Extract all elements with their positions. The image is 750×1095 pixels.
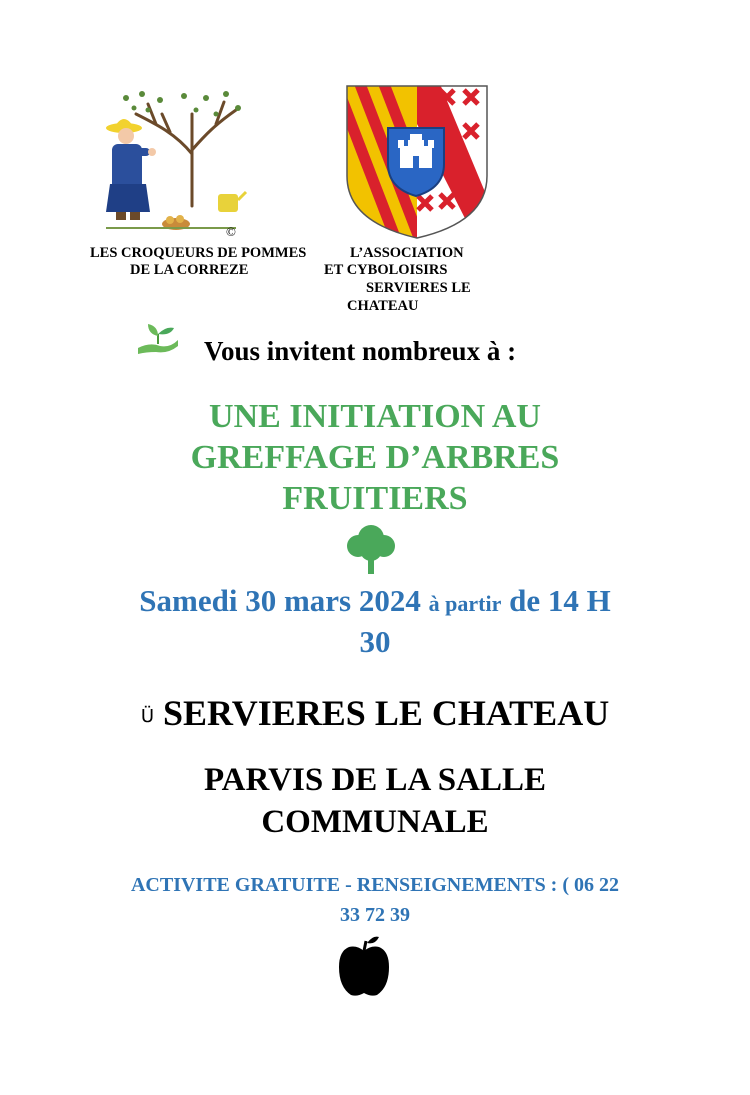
croqueurs-logo	[96, 84, 248, 240]
date-from-text: à partir	[428, 591, 502, 616]
right-caption-line4: CHATEAU	[347, 298, 419, 314]
date-text: Samedi 30 mars 2024	[139, 583, 421, 618]
invite-text: Vous invitent nombreux à :	[204, 336, 517, 366]
date-time-text: de 14 H	[509, 583, 611, 618]
info-line1: ACTIVITE GRATUITE - RENSEIGNEMENTS : ( 06 22	[130, 874, 620, 896]
copyright-symbol: ©	[226, 224, 236, 239]
apple-icon	[337, 935, 391, 997]
right-caption-line1: L’ASSOCIATION	[350, 245, 464, 261]
coat-of-arms	[344, 84, 490, 240]
place-line1: PARVIS DE LA SALLE	[203, 762, 547, 798]
info-line2: 33 72 39	[340, 904, 410, 926]
date-line2: 30	[359, 624, 391, 659]
town-name: SERVIERES LE CHATEAU	[163, 693, 610, 733]
right-caption-line3: SERVIERES LE	[366, 280, 471, 296]
hand-sprout-icon	[136, 322, 180, 356]
bullet-icon: Ü	[140, 706, 154, 728]
title-line1: UNE INITIATION AU	[209, 398, 541, 435]
place-line2: COMMUNALE	[261, 804, 489, 840]
left-caption-line2: DE LA CORREZE	[130, 262, 249, 278]
tree-icon	[346, 522, 396, 574]
title-line3: FRUITIERS	[282, 480, 468, 517]
right-caption-line2: ET CYBOLOISIRS	[324, 262, 448, 278]
left-caption-line1: LES CROQUEURS DE POMMES	[90, 245, 307, 261]
title-line2: GREFFAGE D’ARBRES	[190, 439, 560, 476]
